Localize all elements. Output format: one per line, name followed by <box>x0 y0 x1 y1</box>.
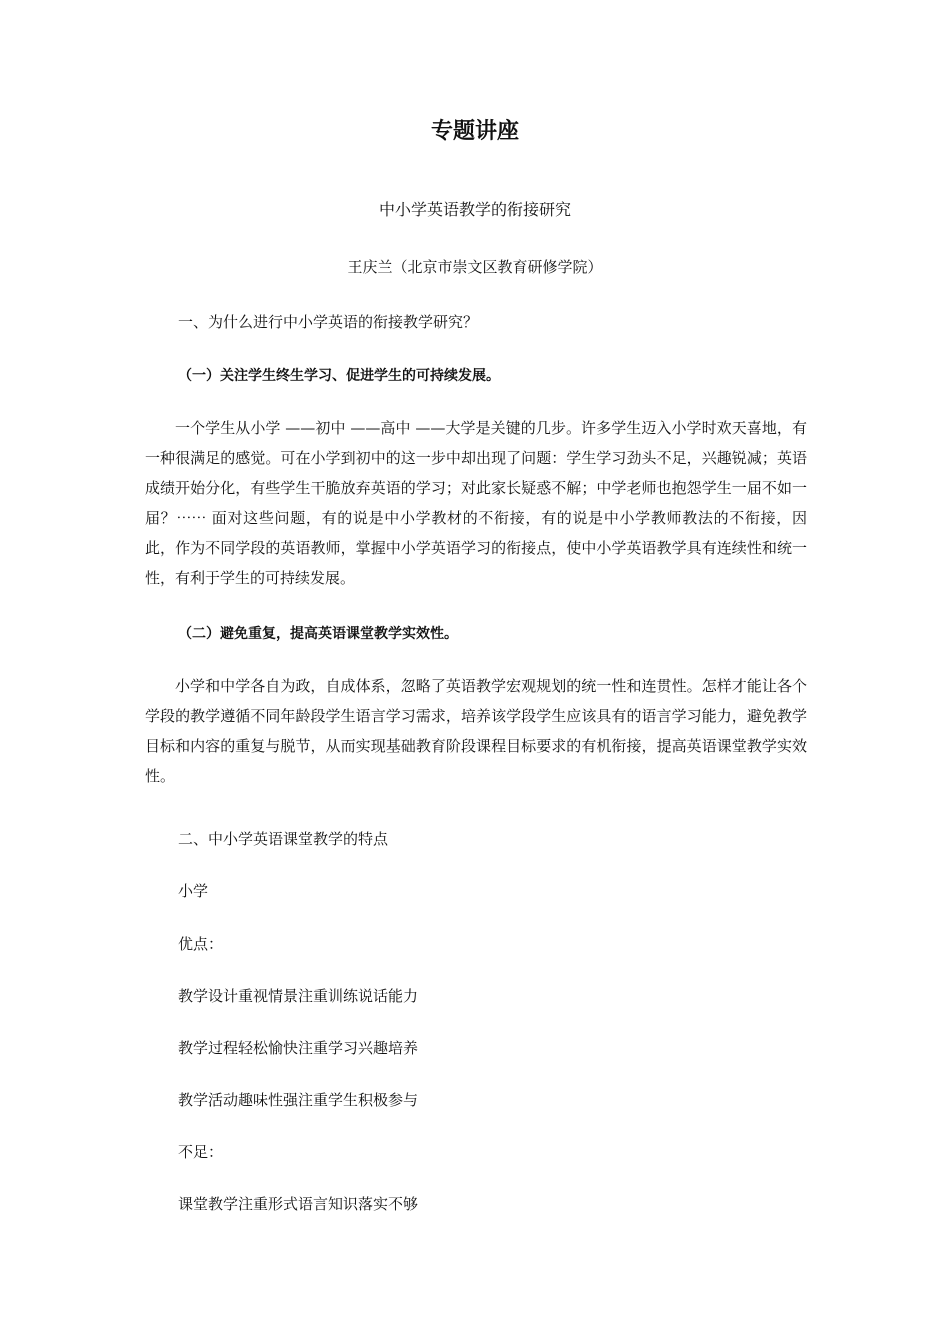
strengths-label: 优点： <box>178 935 224 953</box>
list-item: 课堂教学注重形式语言知识落实不够 <box>178 1195 419 1213</box>
article-title: 中小学英语教学的衔接研究 <box>378 200 571 219</box>
weaknesses-label: 不足： <box>178 1143 224 1161</box>
section-1-heading: 一、为什么进行中小学英语的衔接教学研究？ <box>178 313 479 331</box>
list-item: 教学活动趣味性强注重学生积极参与 <box>178 1091 419 1109</box>
list-item: 教学过程轻松愉快注重学习兴趣培养 <box>178 1039 419 1057</box>
level-label: 小学 <box>178 882 209 900</box>
subsection-1-paragraph: 一个学生从小学 ——初中 ——高中 ——大学是关键的几步。许多学生迈入小学时欢天喜地，有一种很满足的感觉。可在小学到初中的这一步中却出现了问题：学生学习劲头不足，兴趣锐减；英语成绩开始分化，有些学生干脆放弃英语的学习；对此家长疑惑不解；中学老师也抱怨学生一届不如一届？⋯⋯ 面对这些问题，有的说是中小学教材的不衔接，有的说是中小学教师教法的不衔接，因此，作为不同学段的英语教师，掌握中小学英语学习的衔接点，使中小学英语教学具有连续性和统一性，有利于学生的可持续发展。 <box>145 419 807 587</box>
section-2-heading: 二、中小学英语课堂教学的特点 <box>178 830 389 848</box>
subsection-2-heading: （二）避免重复，提高英语课堂教学实效性。 <box>178 626 458 642</box>
subsection-1-heading: （一）关注学生终生学习、促进学生的可持续发展。 <box>178 368 500 384</box>
subsection-2-paragraph: 小学和中学各自为政，自成体系，忽略了英语教学宏观规划的统一性和连贯性。怎样才能让各个学段的教学遵循不同年龄段学生语言学习需求，培养该学段学生应该具有的语言学习能力，避免教学目标和内容的重复与脱节，从而实现基础教育阶段课程目标要求的有机衔接，提高英语课堂教学实效性。 <box>145 677 807 785</box>
document-title: 专题讲座 <box>430 119 519 144</box>
list-item: 教学设计重视情景注重训练说话能力 <box>178 987 419 1005</box>
author-line: 王庆兰（北京市崇文区教育研修学院） <box>347 258 603 276</box>
